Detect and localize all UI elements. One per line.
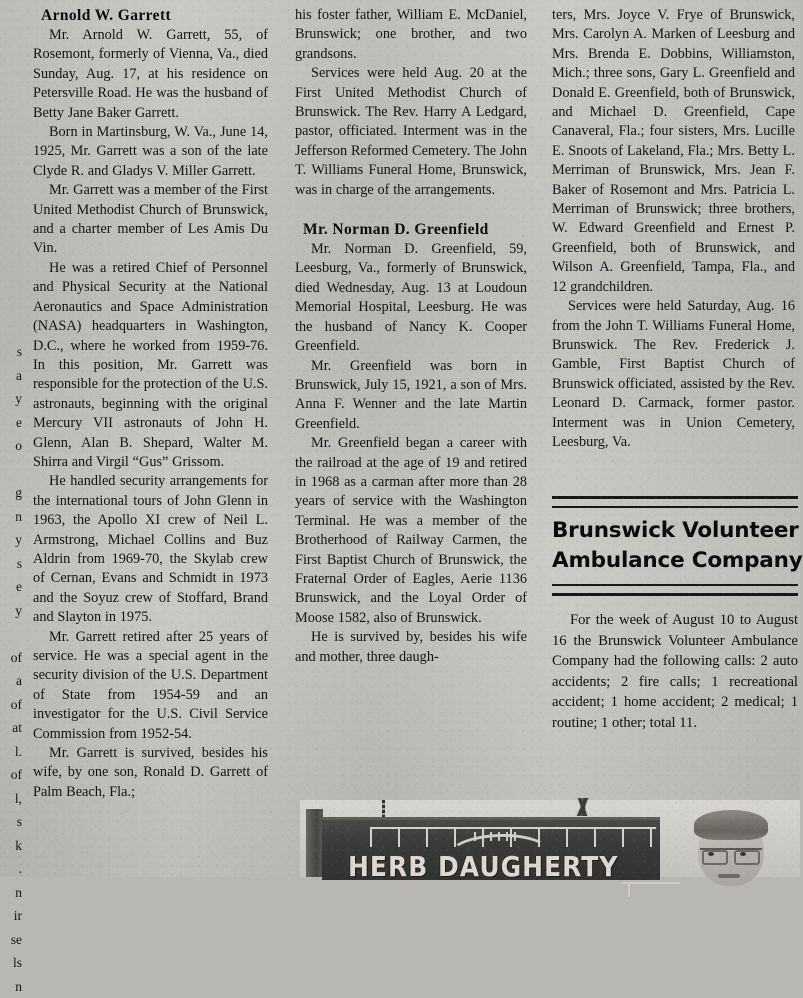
sliver-fragment: s <box>0 340 22 364</box>
sign-lower-marks <box>622 882 680 897</box>
sliver-fragment: n <box>0 975 22 998</box>
paragraph: He is survived by, besides his wife and mother, three daugh- <box>295 628 527 667</box>
obituary-heading-greenfield: Mr. Norman D. Greenfield <box>303 220 527 239</box>
paragraph: Mr. Garrett is survived, besides his wife, by one son, Ronald D. Garrett of Palm Beach, Fla.; <box>33 744 268 802</box>
sign-text: HERB DAUGHERTY <box>348 850 618 882</box>
paragraph: Mr. Greenfield began a career with the railroad at the age of 19 and retired in 1968 as a carman after more than 28 years of service with the Washington Terminal. He was a member of the Brotherhood of Railway Carmen, the First Baptist Church of Brunswick, the Fraternal Order of Eagles, Aerie 1136 Brunswick, and the Loyal Order of Moose 1582, also of Brunswick. <box>295 434 527 628</box>
person-portrait <box>688 814 784 877</box>
ambulance-body-text: For the week of August 10 to August 16 the Brunswick Volunteer Ambulance Company had the following calls: 2 auto accidents; 2 fire calls; 1 recreational accident; 1 home accident; 2 medical; 1 routine; 1 other; total 11. <box>552 610 798 733</box>
sliver-fragment: y <box>0 528 22 552</box>
sliver-fragment: n <box>0 505 22 529</box>
sliver-fragment: k <box>0 834 22 858</box>
person-hair <box>694 810 768 840</box>
sliver-fragment: n <box>0 881 22 905</box>
sliver-fragment: of <box>0 646 22 670</box>
sliver-fragment <box>0 458 22 482</box>
paragraph: Services were held Saturday, Aug. 16 from the John T. Williams Funeral Home, Brunswick. The Rev. Frederick J. Gamble, First Baptist Church of Brunswick officiated, assisted by the Rev. Leonard D. Carmack, former pastor. Interment was in Union Cemetery, Leesburg, Va. <box>552 297 795 452</box>
left-cutoff-column <box>0 340 22 998</box>
obituary-heading-garrett: Arnold W. Garrett <box>41 6 268 25</box>
ambulance-headline-line1: Brunswick Volunteer <box>552 516 798 546</box>
paragraph: Services were held Aug. 20 at the First United Methodist Church of Brunswick. The Rev. Harry A Ledgard, pastor, officiated. Interment was in the Jefferson Reformed Cemetery. The John T. Williams Funeral Home, Brunswick, was in charge of the arrangements. <box>295 64 527 200</box>
ambulance-headline-line2: Ambulance Company <box>552 546 798 576</box>
sliver-fragment: o <box>0 434 22 458</box>
column-one <box>33 6 268 802</box>
paragraph: Mr. Greenfield was born in Brunswick, July 15, 1921, a son of Mrs. Anna F. Wenner and the late Martin Greenfield. <box>295 357 527 435</box>
paragraph: Born in Martinsburg, W. Va., June 14, 1925, Mr. Garrett was a son of the late Clyde R. and Gladys V. Miller Garrett. <box>33 123 268 181</box>
ambulance-article <box>552 496 798 733</box>
column-three <box>552 6 795 452</box>
paragraph-continuation: his foster father, William E. McDaniel, Brunswick; one brother, and two grandsons. <box>295 6 527 64</box>
person-eye-right <box>740 852 746 856</box>
tree-branch <box>540 798 628 816</box>
paragraph: Mr. Garrett retired after 25 years of service. He was a special agent in the security division of the U.S. Department of State from 1954-59 and an investigator for the U.S. Civil Service Commission from 1952-54. <box>33 628 268 744</box>
sliver-fragment <box>0 622 22 646</box>
sliver-fragment: y <box>0 387 22 411</box>
sliver-fragment: of <box>0 763 22 787</box>
person-eye-left <box>708 852 714 856</box>
sliver-fragment: se <box>0 928 22 952</box>
sliver-fragment: of <box>0 693 22 717</box>
rule-above-headline <box>552 496 798 508</box>
paragraph-continuation: ters, Mrs. Joyce V. Frye of Brunswick, Mrs. Carolyn A. Marken of Leesburg and Mrs. Brenda E. Dobbins, Williamston, Mich.; three sons, Gary L. Greenfield and Donald E. Greenfield, both of Brunswick, and Michael D. Greenfield, Cape Canaveral, Fla.; four sisters, Mrs. Lucille E. Snoots of Lakeland, Fla.; Mrs. Betty L. Merriman of Brunswick, Mrs. Jean F. Baker of Rosemont and Mrs. Patricia L. Merriman of Brunswick; three brothers, W. Edward Greenfield and Ernest P. Greenfield, both of Brunswick, and Wilson A. Greenfield, Tampa, Fla., and 12 grandchildren. <box>552 6 795 297</box>
paragraph: He handled security arrangements for the international tours of John Glenn in 1963, the Apollo XI crew of Neil L. Armstrong, Michael Collins and Buz Aldrin from 1969-70, the Skylab crew of Cernan, Evans and Schmidt in 1973 and the Soyuz crew of Stoffard, Brand and Slayton in 1975. <box>33 472 268 627</box>
paragraph: Mr. Garrett was a member of the First United Methodist Church of Brunswick, and a charter member of Les Amis Du Vin. <box>33 181 268 259</box>
sliver-fragment: e <box>0 411 22 435</box>
sliver-fragment: l. <box>0 740 22 764</box>
sliver-fragment: . <box>0 857 22 881</box>
ambulance-headline <box>552 508 798 584</box>
sliver-fragment: a <box>0 364 22 388</box>
column-two <box>295 6 527 667</box>
football-laces-icon <box>474 832 520 841</box>
paragraph: Mr. Arnold W. Garrett, 55, of Rosemont, formerly of Vienna, Va., died Sunday, Aug. 17, at his residence on Petersville Road. He was the husband of Betty Jane Baker Garrett. <box>33 26 268 123</box>
paragraph: He was a retired Chief of Personnel and Physical Security at the National Aeronautics and Space Administration (NASA) headquarters in Washington, D.C., where he worked from 1959-76. In this position, Mr. Garrett was responsible for the protection of the U.S. astronauts, beginning with the original Mercury VII astronauts of John H. Glenn, Alan B. Shepard, Walter M. Shirra and Virgil “Gus” Grissom. <box>33 259 268 472</box>
rule-below-headline <box>552 584 798 596</box>
sliver-fragment: s <box>0 810 22 834</box>
sliver-fragment: e <box>0 575 22 599</box>
sliver-fragment: g <box>0 481 22 505</box>
sign-post <box>306 809 323 877</box>
billboard-sign <box>322 817 660 880</box>
sliver-fragment: s <box>0 552 22 576</box>
sliver-fragment: l, <box>0 787 22 811</box>
sliver-fragment: y <box>0 599 22 623</box>
sliver-fragment: ir <box>0 904 22 928</box>
sliver-fragment: at <box>0 716 22 740</box>
sliver-fragment: a <box>0 669 22 693</box>
paragraph: Mr. Norman D. Greenfield, 59, Leesburg, Va., formerly of Brunswick, died Wednesday, Aug. 13 at Loudoun Memorial Hospital, Leesburg. He was the husband of Nancy K. Cooper Greenfield. <box>295 240 527 356</box>
person-mouth <box>718 874 740 878</box>
bottom-photograph <box>300 800 800 877</box>
sliver-fragment: ls <box>0 951 22 975</box>
